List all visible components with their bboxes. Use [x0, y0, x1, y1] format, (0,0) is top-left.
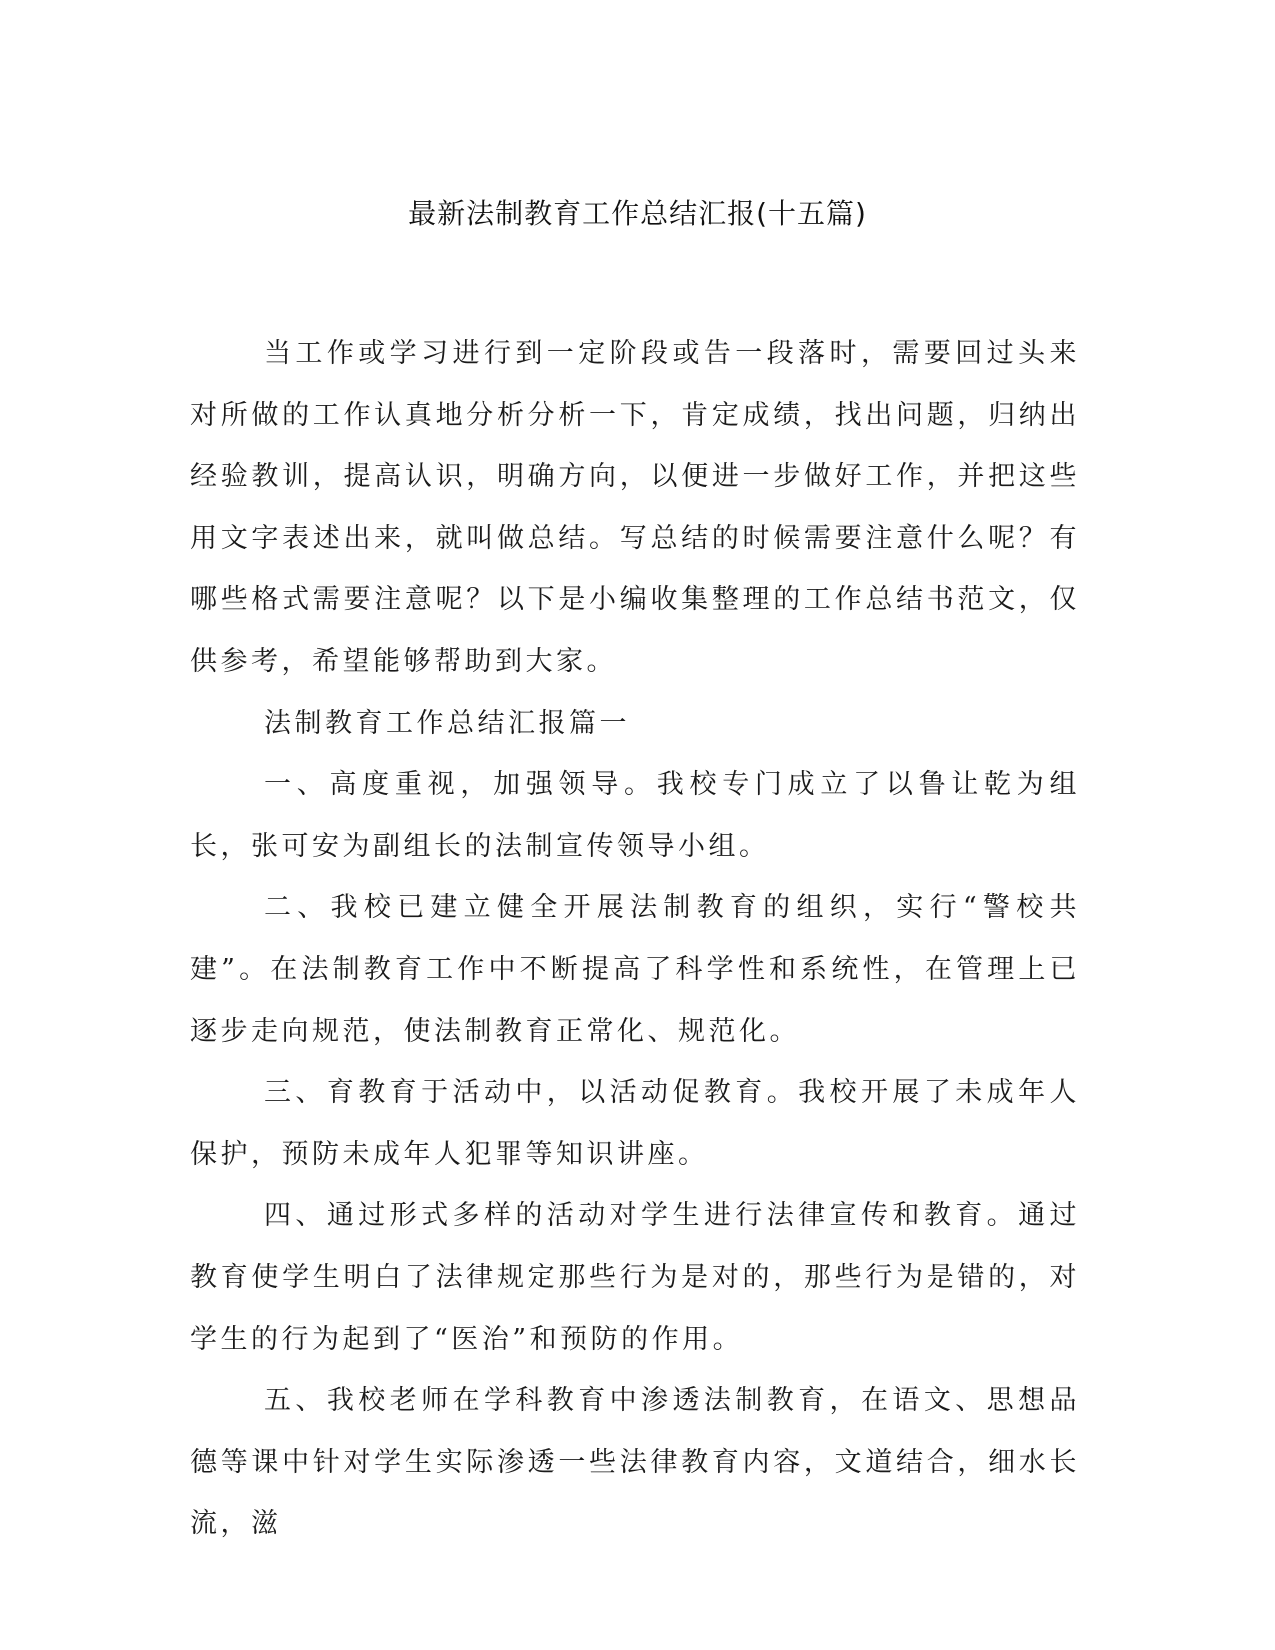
paragraph-item-5: 五、我校老师在学科教育中渗透法制教育，在语文、思想品德等课中针对学生实际渗透一些法律教育内容，文道结合，细水长流，滋	[190, 1385, 1080, 1540]
paragraph-item-3: 三、育教育于活动中，以活动促教育。我校开展了未成年人保护，预防未成年人犯罪等知识讲座。	[190, 1077, 1080, 1170]
paragraph-intro: 当工作或学习进行到一定阶段或告一段落时，需要回过头来对所做的工作认真地分析分析一下，肯定成绩，找出问题，归纳出经验教训，提高认识，明确方向，以便进一步做好工作，并把这些用文字表述出来，就叫做总结。写总结的时候需要注意什么呢？有哪些格式需要注意呢？以下是小编收集整理的工作总结书范文，仅供参考，希望能够帮助到大家。	[190, 338, 1080, 677]
paragraph-item-4: 四、通过形式多样的活动对学生进行法律宣传和教育。通过教育使学生明白了法律规定那些行为是对的，那些行为是错的，对学生的行为起到了“医治”和预防的作用。	[190, 1200, 1080, 1355]
document-title: 最新法制教育工作总结汇报(十五篇)	[408, 197, 867, 230]
paragraph-item-2: 二、我校已建立健全开展法制教育的组织，实行“警校共建”。在法制教育工作中不断提高了科学性和系统性，在管理上已逐步走向规范，使法制教育正常化、规范化。	[190, 892, 1080, 1047]
paragraph-item-1: 一、高度重视，加强领导。我校专门成立了以鲁让乾为组长，张可安为副组长的法制宣传领导小组。	[190, 769, 1080, 862]
document-body	[190, 323, 1080, 1555]
section-heading: 法制教育工作总结汇报篇一	[264, 707, 630, 739]
